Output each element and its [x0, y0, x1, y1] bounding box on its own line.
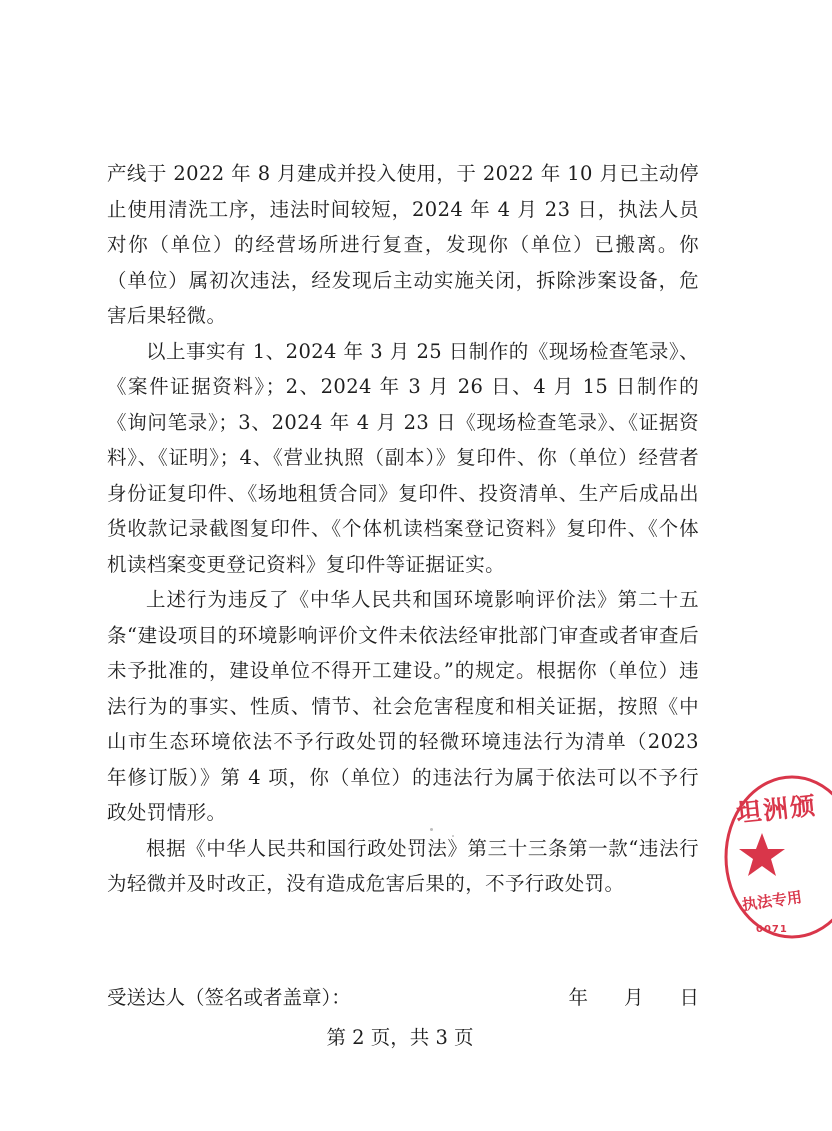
- signature-label: 受送达人（签名或者盖章）：: [107, 986, 351, 1009]
- paragraph-legal-basis: 上述行为违反了《中华人民共和国环境影响评价法》第二十五条“建设项目的环境影响评价文件未依法经审批部门审查或者审查后未予批准的，建设单位不得开工建设。”的规定。根据你（单位）违法行为的事实、性质、情节、社会危害程度和相关证据，按照《中山市生态环境依法不予行政处罚的轻微环境违法行为清单（2023 年修订版）》第 4 项，你（单位）的违法行为属于依法可以不予行政处罚情形。: [107, 588, 699, 824]
- page-number: 第 2 页，共 3 页: [326, 1026, 474, 1049]
- seal-code-text: 0071: [756, 924, 788, 935]
- document-body: [107, 156, 699, 902]
- date-year: 年: [568, 986, 588, 1009]
- date-day: 日: [679, 986, 699, 1009]
- seal-top-text: 坦洲颁: [734, 790, 819, 829]
- seal-bottom-text: 执法专用: [741, 887, 804, 915]
- scan-speck: [430, 828, 433, 831]
- official-seal: [722, 772, 832, 942]
- scan-speck: [452, 835, 454, 837]
- date-month: 月: [623, 986, 644, 1009]
- star-icon: [738, 832, 786, 878]
- paragraph-facts-continued: 产线于 2022 年 8 月建成并投入使用，于 2022 年 10 月已主动停止使用清洗工序，违法时间较短，2024 年 4 月 23 日，执法人员对你（单位）的经营场所进行复查，发现你（单位）已搬离。你（单位）属初次违法，经发现后主动实施关闭，拆除涉案设备，危害后果轻微。: [107, 162, 699, 327]
- signature-line: [107, 980, 699, 1015]
- date-fields: [568, 980, 699, 1015]
- paragraph-penalty-law: 根据《中华人民共和国行政处罚法》第三十三条第一款“违法行为轻微并及时改正，没有造成危害后果的，不予行政处罚。: [107, 836, 699, 895]
- paragraph-evidence: 以上事实有 1、2024 年 3 月 25 日制作的《现场检查笔录》、《案件证据资料》；2、2024 年 3 月 26 日、4 月 15 日制作的《询问笔录》；3、2024 年 4 月 23 日《现场检查笔录》、《证据资料》、《证明》；4、《营业执照（副本）》复印件、你（单位）经营者身份证复印件、《场地租赁合同》复印件、投资清单、生产后成品出货收款记录截图复印件、《个体机读档案登记资料》复印件、《个体机读档案变更登记资料》复印件等证据证实。: [107, 339, 699, 576]
